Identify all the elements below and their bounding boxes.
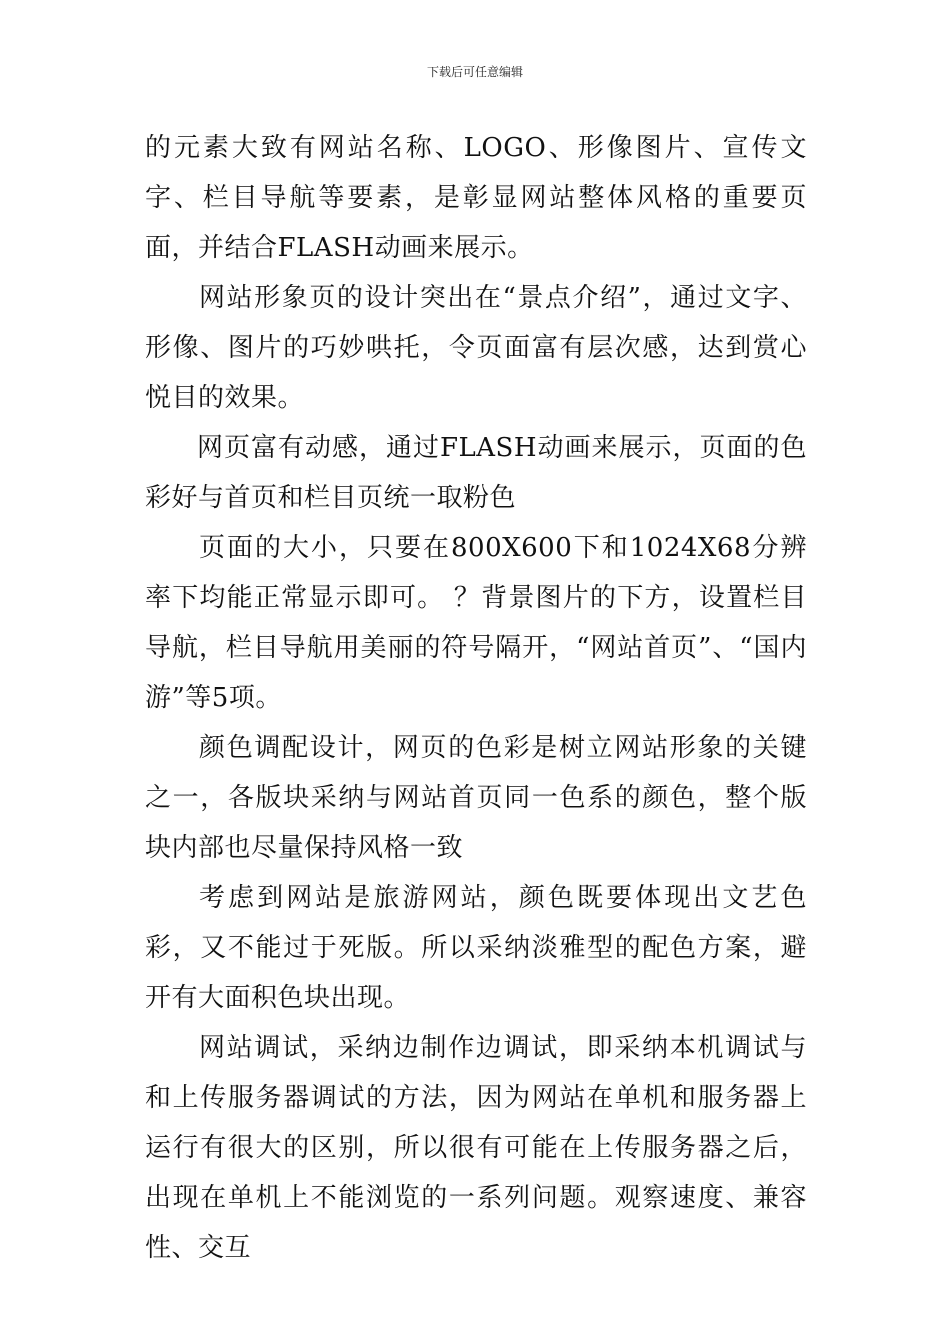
paragraph-4: 页面的大小，只要在800X600下和1024X68分辨率下均能正常显示即可。 ？背景图片的下方，设置栏目导航，栏目导航用美丽的符号隔开，“网站首页”、“国内游”等5项。 [145, 533, 807, 713]
page-header: 下载后可任意编辑 [426, 65, 523, 79]
paragraph-5: 颜色调配设计，网页的色彩是树立网站形象的关键之一，各版块采纳与网站首页同一色系的颜色，整个版块内部也尽量保持风格一致 [145, 733, 807, 863]
paragraph-6: 考虑到网站是旅游网站，颜色既要体现出文艺色彩，又不能过于死版。所以采纳淡雅型的配色方案，避开有大面积色块出现。 [145, 883, 807, 1013]
document-body [145, 123, 807, 1273]
paragraph-7: 网站调试，采纳边制作边调试，即采纳本机调试与和上传服务器调试的方法，因为网站在单机和服务器上运行有很大的区别，所以很有可能在上传服务器之后，出现在单机上不能浏览的一系列问题。观察速度、兼容性、交互 [145, 1033, 807, 1263]
paragraph-3: 网页富有动感，通过FLASH动画来展示，页面的色彩好与首页和栏目页统一取粉色 [145, 433, 807, 513]
paragraph-2: 网站形象页的设计突出在“景点介绍”，通过文字、形像、图片的巧妙哄托，令页面富有层次感，达到赏心悦目的效果。 [145, 283, 807, 413]
paragraph-1: 的元素大致有网站名称、LOGO、形像图片、宣传文字、栏目导航等要素，是彰显网站整体风格的重要页面，并结合FLASH动画来展示。 [145, 133, 807, 263]
